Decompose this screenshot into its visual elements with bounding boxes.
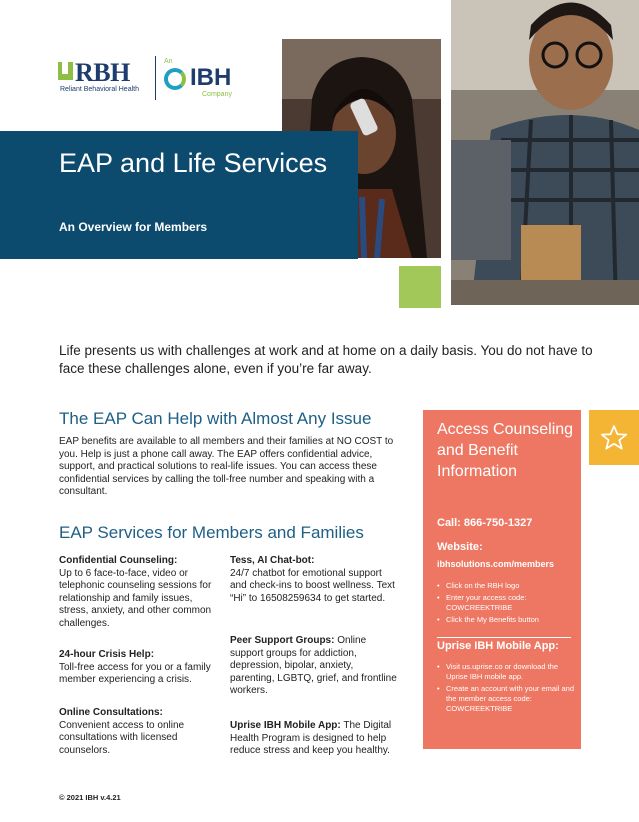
service-item (59, 649, 224, 687)
ibh-logo-an: An (164, 58, 173, 65)
access-divider (437, 637, 571, 638)
star-badge (589, 410, 639, 465)
service-title: Tess, AI Chat-bot: (230, 555, 315, 566)
service-body: Convenient access to online consultations with licensed counselors. (59, 719, 185, 756)
access-info-title: Access Counseling and Benefit Information (437, 421, 574, 480)
logo-divider (155, 56, 156, 100)
list-item: • Enter your access code: COWCREEKTRIBE (437, 593, 577, 613)
service-title: Online Consultations: (59, 707, 163, 718)
page-subtitle: An Overview for Members (59, 220, 208, 234)
service-item (230, 555, 400, 605)
service-item (59, 555, 224, 630)
service-title: 24-hour Crisis Help: (59, 649, 155, 660)
man-photo-illustration (451, 0, 639, 305)
service-body: Toll-free access for you or a family member experiencing a crisis. (59, 661, 211, 685)
app-steps-list (437, 662, 577, 716)
ibh-logo-mark-icon (164, 68, 186, 90)
access-phone[interactable]: Call: 866-750-1327 (437, 517, 533, 529)
service-item (230, 635, 400, 698)
service-body: The Digital Health Program is designed to help reduce stress and keep you healthy. (230, 720, 392, 756)
list-item: • Click on the RBH logo (437, 581, 577, 591)
ibh-logo-company: Company (202, 91, 232, 98)
service-title: Uprise IBH Mobile App: (230, 720, 341, 731)
services-section-heading: EAP Services for Members and Families (59, 523, 364, 542)
rbh-logo-text: RBH (75, 58, 130, 87)
website-steps-list (437, 581, 577, 627)
access-website-label: Website: (437, 541, 483, 553)
service-item (230, 720, 400, 758)
service-body: Online support groups for addiction, depression, bipolar, anxiety, parenting, LGBTQ, grief, and frontline workers. (230, 635, 397, 696)
rbh-logo-mark-icon (58, 62, 73, 80)
footer-copyright: © 2021 IBH v.4.21 (59, 793, 121, 802)
decorative-green-square (399, 266, 441, 308)
rbh-logo-subtitle: Reliant Behavioral Health (60, 86, 139, 93)
service-body: Up to 6 face-to-face, video or telephonic counseling sessions for relationship and family issues, stress, anxiety, and other common challenges. (59, 567, 212, 629)
access-website-link[interactable]: ibhsolutions.com/members (437, 559, 555, 569)
list-item: • Visit us.uprise.co or download the Uprise IBH mobile app. (437, 662, 577, 682)
list-item: • Create an account with your email and the member access code: COWCREEKTRIBE (437, 684, 577, 714)
service-title: Peer Support Groups: (230, 635, 335, 646)
service-item (59, 707, 224, 757)
eap-section-body: EAP benefits are available to all members and their families at NO COST to you. Help is just a phone call away. The EAP offers confidential advice, support, and practical solutions to real-life issues. You can access these confidential services by calling the toll-free number and speaking with a consultant. (59, 436, 394, 497)
eap-section-heading: The EAP Can Help with Almost Any Issue (59, 409, 372, 428)
star-icon (599, 423, 629, 453)
service-body: 24/7 chatbot for emotional support and check-ins to boost wellness. Text “Hi” to 16508259634 to get started. (230, 567, 395, 604)
ibh-logo-text: IBH (190, 64, 232, 91)
access-info-box (423, 410, 581, 749)
app-section-title: Uprise IBH Mobile App: (437, 640, 559, 652)
page-title: EAP and Life Services (59, 148, 328, 178)
service-title: Confidential Counseling: (59, 555, 178, 566)
list-item: • Click the My Benefits button (437, 615, 577, 625)
intro-text: Life presents us with challenges at work and at home on a daily basis. You do not have to face these challenges alone, even if you’re far away. (59, 343, 593, 376)
photo-man-at-laptop (451, 0, 639, 305)
